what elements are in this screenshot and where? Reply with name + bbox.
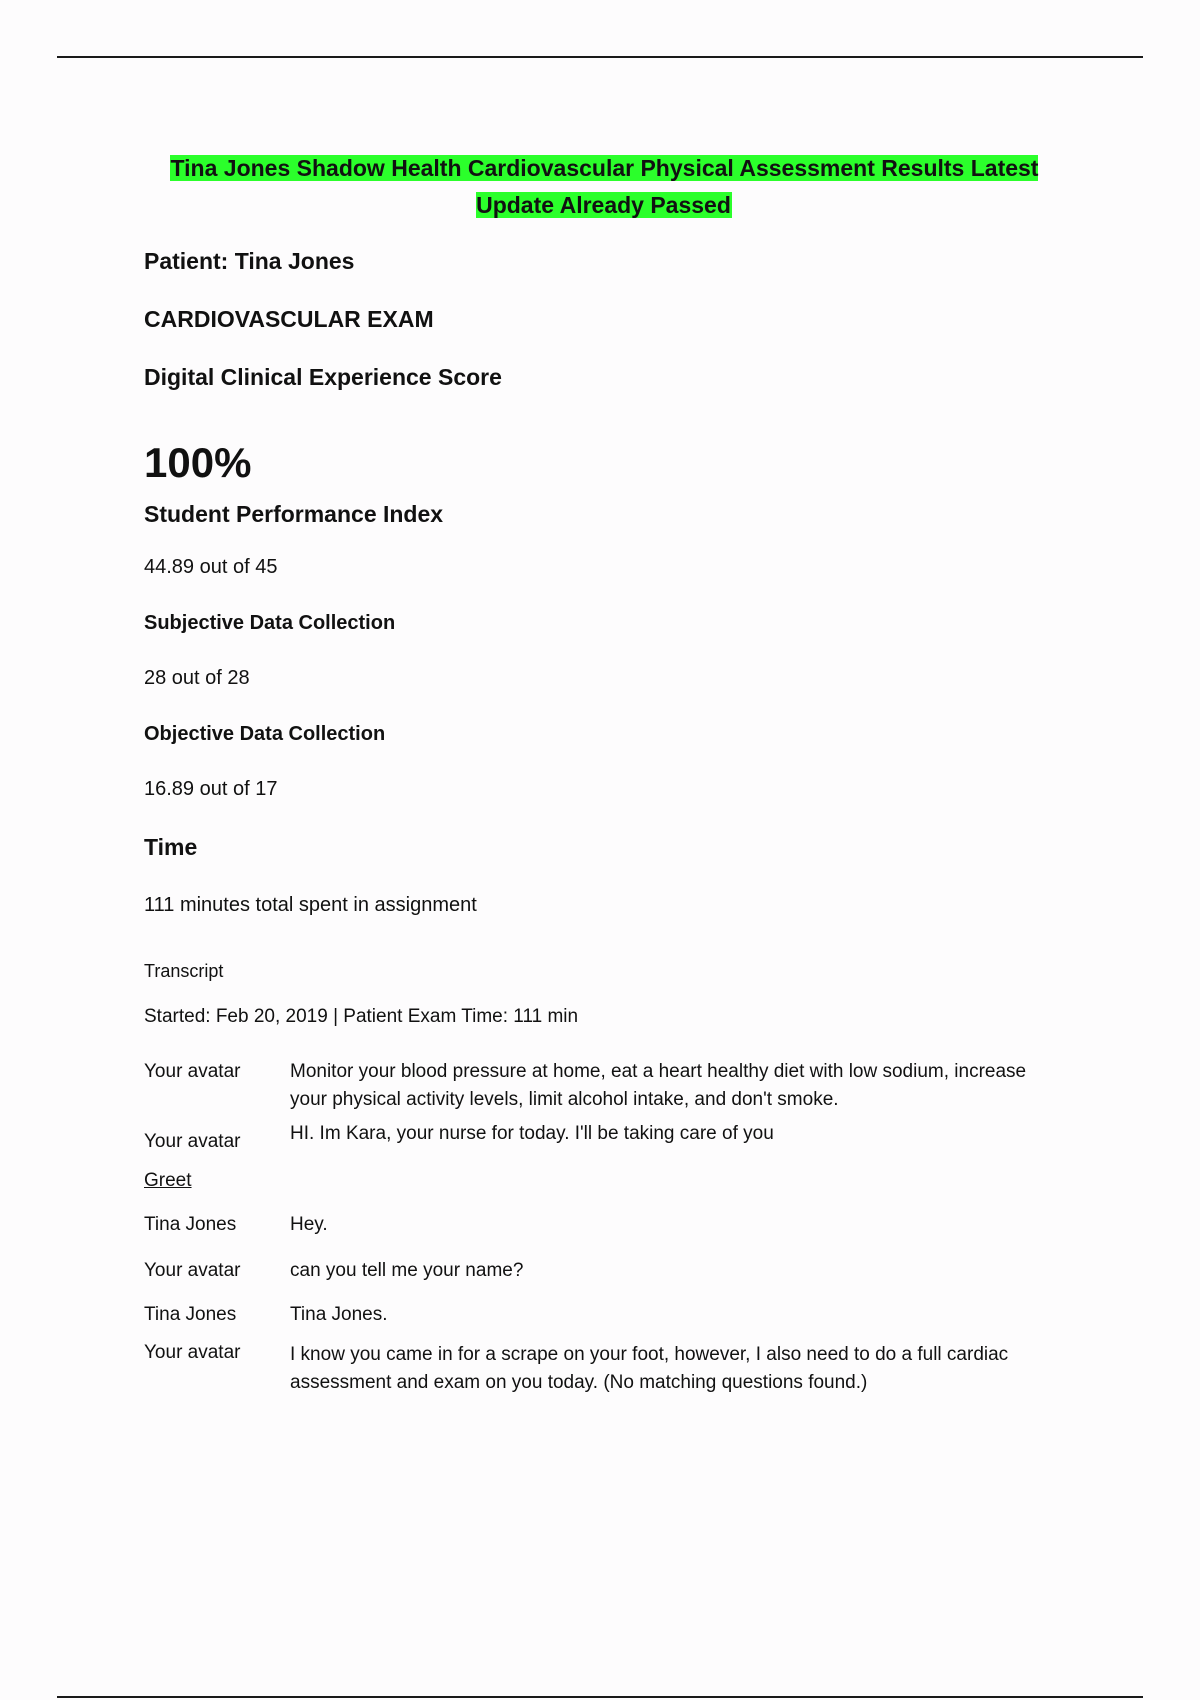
- greet-label: Greet: [144, 1170, 192, 1191]
- spi-value: 44.89 out of 45: [144, 556, 278, 578]
- exam-heading: CARDIOVASCULAR EXAM: [144, 306, 434, 332]
- bottom-rule: [57, 1696, 1143, 1698]
- message: Tina Jones.: [290, 1304, 388, 1325]
- dce-score: 100%: [144, 439, 252, 486]
- speaker: Your avatar: [144, 1342, 241, 1363]
- objective-value: 16.89 out of 17: [144, 778, 278, 800]
- message: HI. Im Kara, your nurse for today. I'll be taking care of you: [290, 1123, 774, 1144]
- document-body: [144, 150, 1064, 1397]
- started-line: Started: Feb 20, 2019 | Patient Exam Time: 111 min: [144, 1006, 579, 1027]
- transcript-row: [144, 1301, 1064, 1329]
- time-value: 111 minutes total spent in assignment: [144, 894, 477, 916]
- subjective-value: 28 out of 28: [144, 667, 250, 689]
- transcript-row: [144, 1257, 1064, 1285]
- document-title: [154, 150, 1054, 224]
- transcript-row: [144, 1211, 1064, 1239]
- message: Hey.: [290, 1214, 328, 1235]
- transcript-row: [144, 1339, 1064, 1397]
- speaker: Tina Jones: [144, 1304, 237, 1325]
- message: Monitor your blood pressure at home, eat a heart healthy diet with low sodium, increase your physical activity levels, limit alcohol intake, and don't smoke.: [290, 1061, 1027, 1110]
- transcript-row: [144, 1120, 1064, 1156]
- objective-heading: Objective Data Collection: [144, 723, 386, 745]
- speaker: Your avatar: [144, 1260, 241, 1281]
- message: I know you came in for a scrape on your foot, however, I also need to do a full cardiac assessment and exam on you today. (No matching questions found.): [290, 1344, 1009, 1393]
- time-heading: Time: [144, 834, 198, 860]
- highlighted-title-text: Tina Jones Shadow Health Cardiovascular Physical Assessment Results Latest Update Already Passed: [170, 155, 1039, 218]
- transcript-row: [144, 1058, 1064, 1114]
- transcript-heading: Transcript: [144, 961, 224, 981]
- speaker: Tina Jones: [144, 1214, 237, 1235]
- subjective-heading: Subjective Data Collection: [144, 612, 396, 634]
- dce-heading: Digital Clinical Experience Score: [144, 364, 502, 390]
- message: can you tell me your name?: [290, 1260, 524, 1281]
- speaker: Your avatar: [144, 1131, 241, 1152]
- spi-heading: Student Performance Index: [144, 501, 444, 527]
- speaker: Your avatar: [144, 1061, 241, 1082]
- top-rule: [57, 56, 1143, 58]
- patient-line: Patient: Tina Jones: [144, 248, 355, 274]
